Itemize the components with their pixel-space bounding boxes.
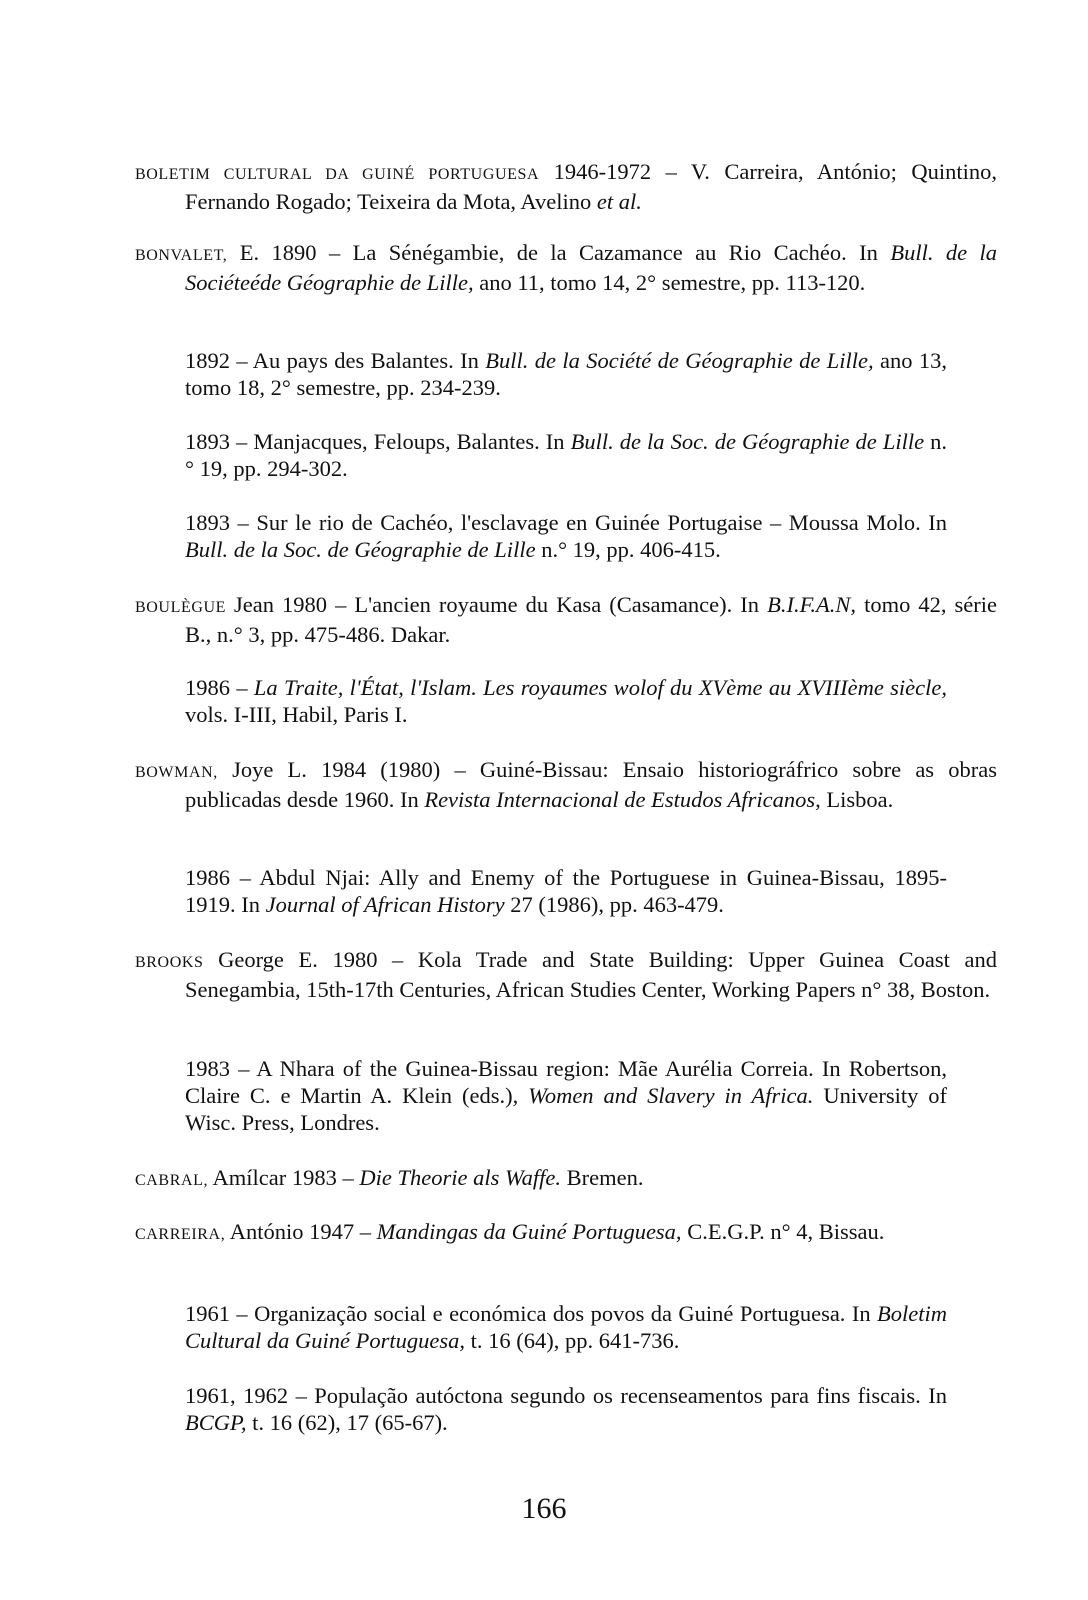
entry-author: BONVALET, (135, 247, 228, 264)
bibliography-subentry (185, 1300, 947, 1354)
entry-text: Joye L. 1984 (1980) – Guiné-Bissau: Ensaio historiográfrico sobre as obras publicadas desde 1960. In (185, 757, 997, 812)
entry-italic: Bull. de la Société de Géographie de Lille, (485, 348, 874, 373)
entry-text-tail: ano 11, tomo 14, 2° semestre, pp. 113-120. (473, 270, 866, 295)
bibliography-entry (135, 1164, 997, 1194)
bibliography-entry (135, 946, 997, 1003)
entry-text-tail: University of Wisc. Press, Londres. (185, 1083, 947, 1135)
page-number: 166 (521, 1492, 567, 1525)
entry-author: BROOKS (135, 954, 204, 971)
entry-text-tail: Bremen. (561, 1165, 644, 1190)
bibliography-entry (135, 1218, 997, 1248)
entry-text: George E. 1980 – Kola Trade and State Building: Upper Guinea Coast and Senegambia, 15th-17th Centuries, African Studies Center, Working Papers n° 38, Boston. (185, 947, 997, 1002)
entry-text-tail: n.° 19, pp. 294-302. (185, 429, 947, 481)
entry-italic: Revista Internacional de Estudos Africanos, (424, 787, 821, 812)
entry-text: 1983 – A Nhara of the Guinea-Bissau region: Mãe Aurélia Correia. In Robertson, Claire C. e Martin A. Klein (eds.), (185, 1056, 947, 1108)
bibliography-subentry (185, 1382, 947, 1436)
entry-text-tail: Lisboa. (820, 787, 894, 812)
entry-italic: La Traite, l'État, l'Islam. Les royaumes wolof du XVème au XVIIIème siècle, (253, 675, 947, 700)
entry-text-tail: t. 16 (64), pp. 641-736. (465, 1328, 680, 1353)
entry-text-tail: tomo 42, série B., n.° 3, pp. 475-486. Dakar. (185, 592, 997, 647)
entry-text: 1892 – Au pays des Balantes. In (185, 348, 486, 373)
entry-author: BOWMAN, (135, 764, 218, 781)
entry-text: António 1947 – (225, 1219, 377, 1244)
bibliography-entry (135, 158, 997, 215)
entry-text: 1893 – Manjacques, Feloups, Balantes. In (185, 429, 571, 454)
entry-italic: Mandingas da Guiné Portuguesa, (376, 1219, 682, 1244)
bibliography-entry (135, 591, 997, 648)
entry-italic: Die Theorie als Waffe. (359, 1165, 561, 1190)
entry-text: 1986 – (185, 675, 254, 700)
entry-text-tail: C.E.G.P. n° 4, Bissau. (681, 1219, 885, 1244)
bibliography-subentry (185, 864, 947, 918)
entry-italic: Bull. de la Sociéteéde Géographie de Lille, (185, 240, 997, 295)
entry-italic: Bull. de la Soc. de Géographie de Lille (570, 429, 925, 454)
bibliography-entry (135, 239, 997, 296)
bibliography-subentry (185, 509, 947, 563)
entry-italic: Bull. de la Soc. de Géographie de Lille (185, 537, 536, 562)
entry-author: BOLETIM CULTURAL DA GUINÉ PORTUGUESA (135, 166, 540, 183)
entry-text-tail: n.° 19, pp. 406-415. (535, 537, 721, 562)
entry-italic: Journal of African History (265, 892, 505, 917)
entry-text: 1961 – Organização social e económica dos povos da Guiné Portuguesa. In (185, 1301, 878, 1326)
entry-italic: Women and Slavery in Africa. (528, 1083, 814, 1108)
entry-text: Jean 1980 – L'ancien royaume du Kasa (Casamance). In (226, 592, 768, 617)
entry-italic: B.I.F.A.N, (767, 592, 857, 617)
entry-text: 1893 – Sur le rio de Cachéo, l'esclavage en Guinée Portugaise – Moussa Molo. In (185, 510, 947, 535)
entry-text-tail: 27 (1986), pp. 463-479. (504, 892, 724, 917)
bibliography-subentry (185, 1055, 947, 1136)
entry-text-tail: ano 13, tomo 18, 2° semestre, pp. 234-239. (185, 348, 947, 400)
bibliography-subentry (185, 428, 947, 482)
entry-text-tail: t. 16 (62), 17 (65-67). (246, 1410, 448, 1435)
entry-text-tail: vols. I-III, Habil, Paris I. (185, 702, 408, 727)
entry-text: 1986 – Abdul Njai: Ally and Enemy of the Portuguese in Guinea-Bissau, 1895-1919. In (185, 865, 947, 917)
entry-italic: BCGP, (185, 1410, 247, 1435)
entry-italic: Boletim Cultural da Guiné Portuguesa, (185, 1301, 947, 1353)
entry-text: Amílcar 1983 – (208, 1165, 360, 1190)
entry-text: 1961, 1962 – População autóctona segundo os recenseamentos para fins fiscais. In (185, 1383, 947, 1408)
bibliography-subentry (185, 347, 947, 401)
entry-text: E. 1890 – La Sénégambie, de la Cazamance au Rio Cachéo. In (227, 240, 891, 265)
entry-text: 1946-1972 – V. Carreira, António; Quintino, Fernando Rogado; Teixeira da Mota, Avelino (185, 159, 997, 214)
bibliography-subentry (185, 674, 947, 728)
entry-author: CARREIRA, (135, 1226, 226, 1243)
entry-italic: et al. (596, 189, 642, 214)
entry-author: BOULÈGUE (135, 599, 227, 616)
entry-author: CABRAL, (135, 1172, 209, 1189)
bibliography-entry (135, 756, 997, 813)
